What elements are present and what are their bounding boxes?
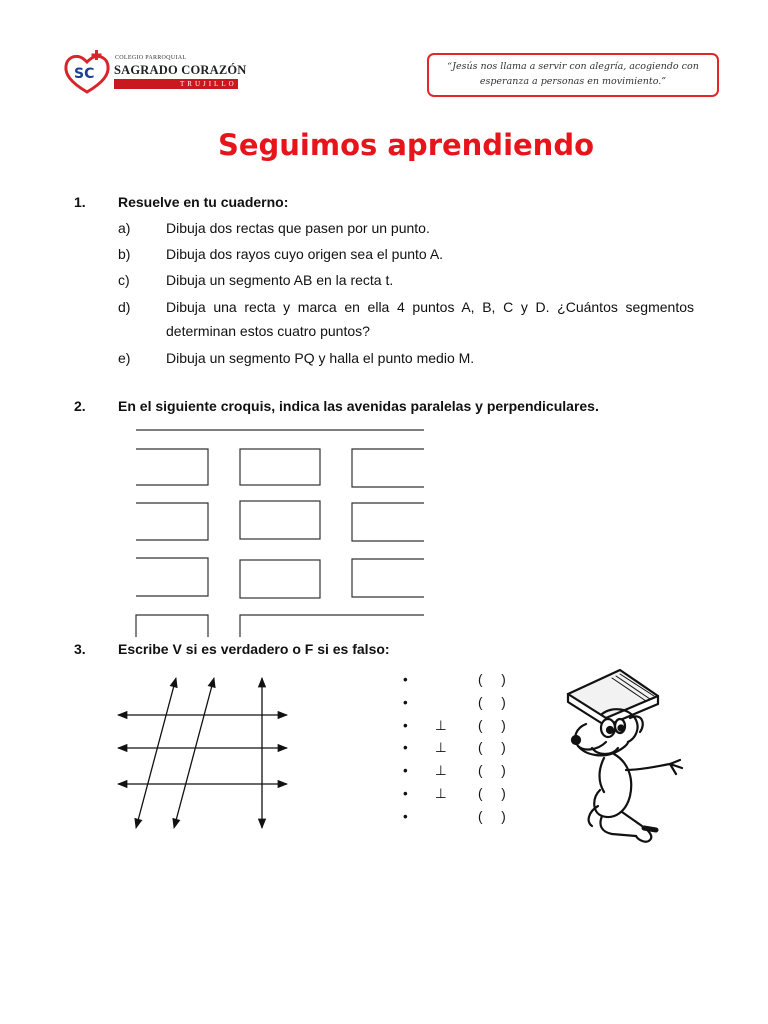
q1-item-letter: b) — [118, 246, 131, 262]
block-left-2 — [136, 503, 208, 540]
block-center-2 — [240, 501, 320, 539]
q1-item-letter: e) — [118, 350, 131, 366]
bullet: • — [403, 717, 408, 733]
block-center-3 — [240, 560, 320, 598]
q1-item-text: Dibuja un segmento PQ y halla el punto medio M. — [166, 350, 475, 366]
lines-diagram — [112, 672, 294, 834]
q1-item-text: Dibuja un segmento AB en la recta t. — [166, 272, 394, 288]
block-left-1 — [136, 449, 208, 485]
oblique-line-1 — [136, 678, 176, 828]
answer-parentheses[interactable]: ( ) — [478, 740, 506, 756]
q1-item-letter: a) — [118, 220, 131, 236]
school-city: TRUJILLO — [180, 80, 237, 88]
answer-parentheses[interactable]: ( ) — [478, 785, 506, 801]
perpendicular-symbol: ⊥ — [435, 763, 447, 779]
list-item — [403, 809, 533, 832]
answer-parentheses[interactable]: ( ) — [478, 808, 506, 824]
page-title: Seguimos aprendiendo — [217, 128, 595, 162]
bullet: • — [403, 808, 408, 824]
q1-item-letter: c) — [118, 272, 130, 288]
answer-parentheses[interactable]: ( ) — [478, 717, 506, 733]
block-right-3 — [352, 559, 424, 597]
answer-parentheses[interactable]: ( ) — [478, 672, 506, 687]
q2-prompt: En el siguiente croquis, indica las avenidas paralelas y perpendiculares. — [118, 398, 599, 414]
svg-text:SC: SC — [74, 66, 95, 82]
street-map-sketch — [130, 425, 430, 637]
true-false-list — [403, 672, 533, 832]
block-right-1 — [352, 449, 424, 487]
block-bottom-left — [136, 615, 208, 637]
school-name: SAGRADO CORAZÓN — [114, 63, 247, 77]
q3-prompt: Escribe V si es verdadero o F si es falso: — [118, 641, 390, 657]
motto-quote-box: “Jesús nos llama a servir con alegría, acogiendo con esperanza a personas en movimiento.” — [427, 53, 719, 97]
q2-number: 2. — [74, 398, 86, 414]
perpendicular-symbol: ⊥ — [435, 785, 447, 801]
bullet: • — [403, 763, 408, 779]
q1-item-text: Dibuja dos rayos cuyo origen sea el punto A. — [166, 246, 444, 262]
bullet: • — [403, 694, 408, 710]
list-item — [403, 740, 533, 763]
answer-parentheses[interactable]: ( ) — [478, 763, 506, 779]
list-item — [403, 718, 533, 741]
q1-item-letter: d) — [118, 299, 131, 315]
block-bottom-right — [240, 615, 424, 637]
bullet: • — [403, 785, 408, 801]
bullet: • — [403, 740, 408, 756]
q1-item-text: Dibuja dos rectas que pasen por un punto. — [166, 220, 430, 236]
graduate-dog-illustration — [558, 666, 690, 846]
school-logo — [62, 48, 252, 98]
oblique-line-2 — [174, 678, 214, 828]
list-item — [403, 786, 533, 809]
school-label-small: COLEGIO PARROQUIAL — [115, 55, 187, 61]
list-item — [403, 672, 533, 695]
answer-parentheses[interactable]: ( ) — [478, 694, 506, 710]
perpendicular-symbol: ⊥ — [435, 717, 447, 733]
q1-prompt: Resuelve en tu cuaderno: — [118, 194, 289, 210]
q3-number: 3. — [74, 641, 86, 657]
block-center-1 — [240, 449, 320, 485]
q1-number: 1. — [74, 194, 86, 210]
list-item — [403, 695, 533, 718]
block-left-3 — [136, 558, 208, 596]
bullet: • — [403, 672, 408, 687]
list-item — [403, 763, 533, 786]
q1-item-text: Dibuja una recta y marca en ella 4 puntos A, B, C y D. ¿Cuántos segmentos determinan estos cuatro puntos? — [166, 299, 694, 339]
perpendicular-symbol: ⊥ — [435, 740, 447, 756]
block-right-2 — [352, 503, 424, 541]
